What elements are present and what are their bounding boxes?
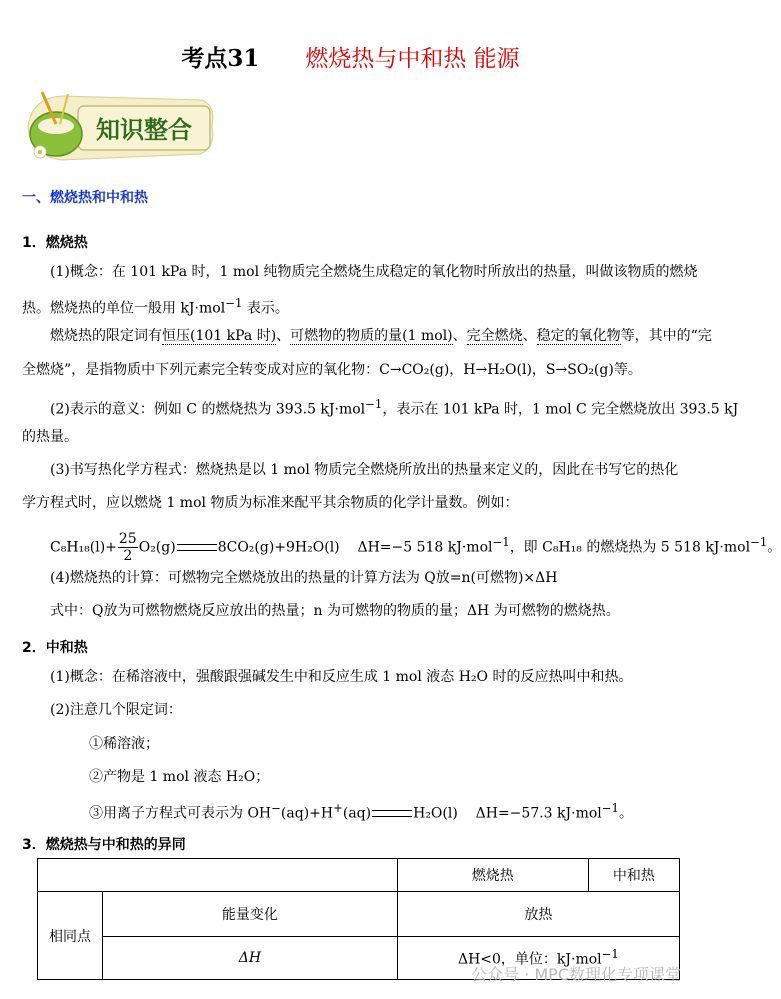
page-title [0,40,701,73]
table-row [38,892,680,937]
combustion-equation: C₈H₁₈(l)+ $\frac{25}{2}$ O₂(g) 8CO₂(g)+9H₂O(l) ΔH=−5 518 kJ·mol$^{-1}$，即 C₈H₁₈ 的燃烧热为 5 518 kJ·mol$^{-1}$。 [50,531,781,565]
knowledge-banner [22,86,218,166]
banner-text: 知识整合 [96,116,192,144]
table-header-cell: 燃烧热 [397,859,588,892]
fraction: $\frac{25}{2}$ [118,531,137,565]
limit-dilute: ①稀溶液； [89,736,159,752]
table-header-row [38,859,680,892]
equation-writing: (3)书写热化学方程式：燃烧热是以 1 mol 物质完全燃烧所放出的热量来定义的，因此在书写它的热化 [50,462,679,478]
limits-title: (2)注意几个限定词： [50,702,182,718]
equation-writing-2: 学方程式时，应以燃烧 1 mol 物质为标准来配平其余物质的化学计量数。例如： [22,495,519,511]
limit-product: ②产物是 1 mol 液态 H₂O； [89,769,270,785]
table-cell: 能量变化 [103,892,398,937]
combustion-meaning: (2)表示的意义：例如 C 的燃烧热为 393.5 kJ·mol$^{-1}$，表示在 101 kPa 时，1 mol C 完全燃烧放出 393.5 kJ [50,397,739,418]
topic-title: 燃烧热与中和热 能源 [305,46,520,72]
equals-sign [177,544,217,551]
heading-comparison: 3．燃烧热与中和热的异同 [22,837,186,853]
table-cell: ΔH<0，单位：kJ·mol$^{-1}$ [397,937,679,980]
complete-combustion-text: 全燃烧”，是指物质中下列元素完全转变成对应的氧化物：C→CO₂(g)，H→H₂O(l)，S→SO₂(g)等。 [22,362,642,378]
heading-neutralization: 2．中和热 [22,640,88,656]
watermark: 公众号 · MPC数理化专项课堂 [471,965,681,984]
table-cell [38,859,398,892]
table-cell: ΔH [103,937,398,980]
ionic-equation: ③用离子方程式可表示为 OH−(aq)+H+(aq) H₂O(l) ΔH=−57.3 kJ·mol$^{-1}$。 [89,801,633,822]
table-cell: 相同点 [38,892,103,980]
table-header-cell: 中和热 [588,859,679,892]
equals-sign [372,810,412,817]
heat-calculation: (4)燃烧热的计算：可燃物完全燃烧放出的热量的计算方法为 Q放=n(可燃物)×ΔH [50,570,558,586]
combustion-unit-line: 热。燃烧热的单位一般用 kJ·mol$^{-1}$ 表示。 [22,296,289,317]
formula-note: 式中：Q放为可燃物燃烧反应放出的热量；n 为可燃物的物质的量；ΔH 为可燃物的燃烧热。 [50,603,620,619]
combustion-limits: 燃烧热的限定词有恒压(101 kPa 时)、可燃物的物质的量(1 mol)、完全燃烧、稳定的氧化物等，其中的“完 [50,328,712,344]
heading-combustion: 1．燃烧热 [22,235,88,251]
section-heading: 一、燃烧热和中和热 [22,190,148,206]
topic-number: 考点31 [181,45,260,72]
table-cell: 放热 [397,892,679,937]
combustion-meaning-end: 的热量。 [22,429,78,445]
combustion-concept: (1)概念：在 101 kPa 时，1 mol 纯物质完全燃烧生成稳定的氧化物时所放出的热量，叫做该物质的燃烧 [50,264,698,280]
neutralization-concept: (1)概念：在稀溶液中，强酸跟强碱发生中和反应生成 1 mol 液态 H₂O 时的反应热叫中和热。 [50,669,633,685]
